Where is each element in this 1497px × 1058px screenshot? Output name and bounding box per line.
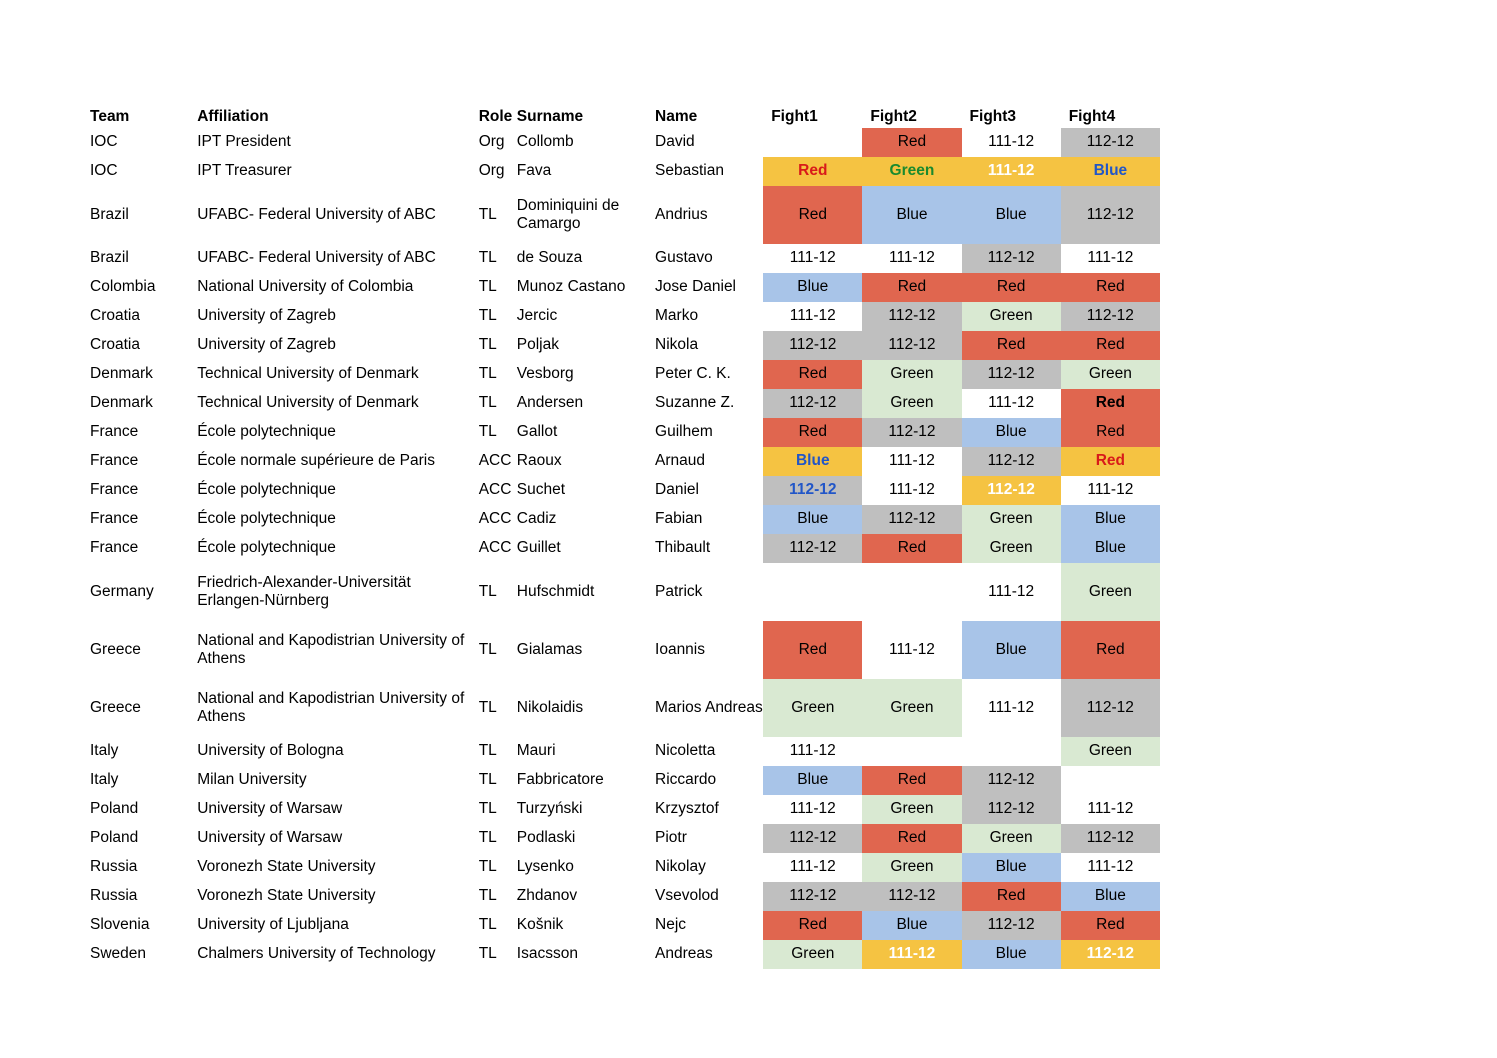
cell-fight3: 112-12 <box>962 360 1061 389</box>
table-row <box>90 882 1160 911</box>
cell-fight4: 112-12 <box>1061 940 1160 969</box>
cell-name: Vsevolod <box>655 887 719 905</box>
cell-surname: Lysenko <box>516 858 574 876</box>
roster-sheet <box>90 96 1165 969</box>
cell-fight2: Green <box>862 360 961 389</box>
cell-team: Brazil <box>90 249 129 267</box>
cell-affiliation: University of Zagreb <box>197 336 336 354</box>
cell-fight3: 112-12 <box>962 244 1061 273</box>
table-row <box>90 766 1160 795</box>
table-row <box>90 331 1160 360</box>
cell-fight4: Blue <box>1061 505 1160 534</box>
cell-surname: Gialamas <box>516 640 583 658</box>
cell-fight2: 111-12 <box>862 940 961 969</box>
cell-surname: Isacsson <box>516 945 578 963</box>
cell-fight3: 111-12 <box>988 394 1035 412</box>
cell-name: Marko <box>655 307 699 325</box>
cell-team: Germany <box>90 582 154 600</box>
cell-name: Riccardo <box>655 771 717 789</box>
cell-fight4: 111-12 <box>1087 249 1134 267</box>
column-header-name: Name <box>655 108 698 125</box>
cell-affiliation: University of Warsaw <box>197 829 343 847</box>
cell-surname: Zhdanov <box>516 887 578 905</box>
cell-fight2: Green <box>862 795 961 824</box>
table-row <box>90 505 1160 534</box>
cell-affiliation: Friedrich-Alexander-Universität Erlangen-Nürnberg <box>197 573 411 609</box>
table-row <box>90 273 1160 302</box>
cell-affiliation: Technical University of Denmark <box>197 394 419 412</box>
cell-surname: Cadiz <box>516 510 557 528</box>
cell-fight3: 112-12 <box>962 476 1061 505</box>
cell-name: Peter C. K. <box>655 365 731 383</box>
cell-fight1: Blue <box>763 505 862 534</box>
cell-team: IOC <box>90 133 118 151</box>
cell-role: TL <box>478 698 497 716</box>
cell-team: IOC <box>90 162 118 180</box>
cell-fight3: 112-12 <box>962 447 1061 476</box>
cell-fight4: 111-12 <box>1087 858 1134 876</box>
cell-name: Suzanne Z. <box>655 394 735 412</box>
cell-team: Brazil <box>90 205 129 223</box>
cell-fight3: 112-12 <box>962 911 1061 940</box>
cell-surname: Munoz Castano <box>516 278 626 296</box>
cell-fight3: Red <box>962 273 1061 302</box>
cell-affiliation: Voronezh State University <box>197 858 376 876</box>
column-header-affiliation: Affiliation <box>197 108 269 125</box>
cell-surname: Suchet <box>516 481 566 499</box>
cell-fight1: 111-12 <box>789 742 836 760</box>
cell-surname: Hufschmidt <box>516 582 595 600</box>
table-row <box>90 476 1160 505</box>
table-row <box>90 563 1160 621</box>
table-row <box>90 853 1160 882</box>
table-row <box>90 795 1160 824</box>
cell-role: ACC <box>478 481 512 499</box>
cell-fight4: 112-12 <box>1061 128 1160 157</box>
cell-fight2: Red <box>862 273 961 302</box>
cell-name: Jose Daniel <box>655 278 737 296</box>
cell-fight4: Red <box>1061 418 1160 447</box>
cell-fight1: Red <box>763 621 862 679</box>
cell-fight3: Red <box>962 882 1061 911</box>
column-header-fight1: Fight1 <box>771 108 818 125</box>
cell-fight3: Green <box>962 302 1061 331</box>
table-row <box>90 534 1160 563</box>
cell-team: Greece <box>90 698 141 716</box>
cell-affiliation: National and Kapodistrian University of Athens <box>197 689 465 725</box>
cell-surname: Guillet <box>516 539 561 557</box>
cell-role: TL <box>478 249 497 267</box>
cell-surname: Vesborg <box>516 365 574 383</box>
cell-role: Org <box>478 162 505 180</box>
column-header-surname: Surname <box>516 108 584 125</box>
fights-roster-table <box>90 96 1160 969</box>
cell-team: Denmark <box>90 365 153 383</box>
cell-fight2: Red <box>862 534 961 563</box>
cell-fight4: 112-12 <box>1061 824 1160 853</box>
cell-team: France <box>90 423 139 441</box>
cell-fight2: 112-12 <box>862 331 961 360</box>
cell-fight2: Green <box>862 853 961 882</box>
cell-team: Russia <box>90 858 138 876</box>
cell-fight1: 112-12 <box>763 331 862 360</box>
cell-surname: Mauri <box>516 742 556 760</box>
cell-fight1: Blue <box>763 766 862 795</box>
cell-affiliation: University of Bologna <box>197 742 344 760</box>
cell-role: TL <box>478 205 497 223</box>
cell-fight2: Red <box>862 766 961 795</box>
cell-team: Croatia <box>90 336 140 354</box>
table-row <box>90 244 1160 273</box>
cell-fight1: 111-12 <box>789 249 836 267</box>
cell-fight1: Blue <box>763 273 862 302</box>
cell-role: TL <box>478 394 497 412</box>
cell-fight2: 112-12 <box>862 882 961 911</box>
cell-fight4: Red <box>1061 389 1160 418</box>
cell-surname: Dominiquini de Camargo <box>516 196 620 232</box>
cell-role: TL <box>478 336 497 354</box>
cell-fight1: Red <box>763 911 862 940</box>
cell-name: Patrick <box>655 582 703 600</box>
cell-fight2: 111-12 <box>888 640 935 658</box>
column-header-team: Team <box>90 108 130 125</box>
table-row <box>90 157 1160 186</box>
cell-team: France <box>90 481 139 499</box>
table-row <box>90 621 1160 679</box>
cell-team: Slovenia <box>90 916 150 934</box>
cell-name: Nicoletta <box>655 742 716 760</box>
cell-surname: Fabbricatore <box>516 771 604 789</box>
table-row <box>90 360 1160 389</box>
cell-fight4: 111-12 <box>1087 481 1134 499</box>
cell-affiliation: University of Zagreb <box>197 307 336 325</box>
cell-team: Croatia <box>90 307 140 325</box>
cell-fight3: Blue <box>962 940 1061 969</box>
cell-role: TL <box>478 945 497 963</box>
cell-fight4: Red <box>1061 911 1160 940</box>
cell-affiliation: IPT Treasurer <box>197 162 292 180</box>
cell-role: TL <box>478 365 497 383</box>
table-row <box>90 737 1160 766</box>
cell-name: Sebastian <box>655 162 724 180</box>
cell-name: Daniel <box>655 481 699 499</box>
cell-name: Marios Andreas <box>655 698 763 716</box>
cell-name: Andrius <box>655 205 708 223</box>
column-header-role: Role <box>478 108 513 125</box>
cell-role: TL <box>478 278 497 296</box>
cell-role: ACC <box>478 452 512 470</box>
cell-fight4: Red <box>1061 621 1160 679</box>
cell-surname: Nikolaidis <box>516 698 584 716</box>
cell-fight2: 111-12 <box>888 481 935 499</box>
cell-affiliation: Technical University of Denmark <box>197 365 419 383</box>
cell-fight2: 112-12 <box>862 418 961 447</box>
cell-fight1: Red <box>763 157 862 186</box>
cell-fight2 <box>862 737 961 766</box>
cell-fight3: Red <box>962 331 1061 360</box>
cell-fight4: Red <box>1061 331 1160 360</box>
cell-affiliation: École normale supérieure de Paris <box>197 452 435 470</box>
table-row <box>90 447 1160 476</box>
cell-affiliation: École polytechnique <box>197 510 336 528</box>
cell-fight3: Blue <box>962 418 1061 447</box>
cell-surname: Andersen <box>516 394 584 412</box>
cell-fight1: 112-12 <box>763 824 862 853</box>
table-row <box>90 911 1160 940</box>
cell-role: TL <box>478 582 497 600</box>
cell-affiliation: National University of Colombia <box>197 278 414 296</box>
table-row <box>90 302 1160 331</box>
cell-team: Poland <box>90 829 139 847</box>
cell-affiliation: UFABC- Federal University of ABC <box>197 249 436 267</box>
cell-fight1 <box>763 128 862 157</box>
table-row <box>90 389 1160 418</box>
cell-surname: de Souza <box>516 249 583 267</box>
cell-fight2: Green <box>862 389 961 418</box>
cell-fight3: Green <box>962 824 1061 853</box>
cell-surname: Gallot <box>516 423 558 441</box>
cell-fight1: 111-12 <box>789 800 836 818</box>
cell-fight1: Blue <box>763 447 862 476</box>
cell-fight3: Blue <box>962 621 1061 679</box>
cell-fight4: 112-12 <box>1061 186 1160 244</box>
cell-fight4: Red <box>1061 447 1160 476</box>
cell-team: Greece <box>90 640 141 658</box>
table-row <box>90 418 1160 447</box>
cell-surname: Poljak <box>516 336 559 354</box>
table-header-row <box>90 96 1160 128</box>
cell-name: Gustavo <box>655 249 713 267</box>
cell-fight1: Green <box>763 679 862 737</box>
cell-name: Guilhem <box>655 423 713 441</box>
cell-role: TL <box>478 307 497 325</box>
cell-fight3: Blue <box>962 853 1061 882</box>
column-header-fight4: Fight4 <box>1068 108 1116 125</box>
cell-fight1: Red <box>763 360 862 389</box>
cell-surname: Raoux <box>516 452 562 470</box>
cell-role: ACC <box>478 539 512 557</box>
cell-affiliation: Voronezh State University <box>197 887 376 905</box>
cell-role: TL <box>478 423 497 441</box>
cell-team: Denmark <box>90 394 153 412</box>
cell-team: Italy <box>90 742 119 760</box>
cell-team: France <box>90 539 139 557</box>
cell-surname: Podlaski <box>516 829 576 847</box>
cell-name: Thibault <box>655 539 711 557</box>
cell-fight2: 112-12 <box>862 505 961 534</box>
cell-fight4: 112-12 <box>1061 679 1160 737</box>
cell-fight4: Green <box>1061 737 1160 766</box>
cell-affiliation: Milan University <box>197 771 307 789</box>
cell-role: Org <box>478 133 505 151</box>
cell-affiliation: University of Warsaw <box>197 800 343 818</box>
cell-name: David <box>655 133 695 151</box>
cell-fight4: Blue <box>1061 534 1160 563</box>
cell-name: Nikolay <box>655 858 706 876</box>
cell-fight4: Green <box>1061 360 1160 389</box>
cell-team: Colombia <box>90 278 156 296</box>
cell-role: TL <box>478 771 497 789</box>
cell-role: TL <box>478 800 497 818</box>
cell-team: Italy <box>90 771 119 789</box>
cell-fight4: 111-12 <box>1087 800 1134 818</box>
cell-fight1: Green <box>763 940 862 969</box>
cell-fight4: Green <box>1061 563 1160 621</box>
cell-fight4 <box>1061 766 1160 795</box>
cell-fight2: Green <box>862 157 961 186</box>
cell-surname: Collomb <box>516 133 574 151</box>
cell-affiliation: UFABC- Federal University of ABC <box>197 205 436 223</box>
cell-surname: Turzyński <box>516 800 583 818</box>
cell-fight2: Green <box>862 679 961 737</box>
cell-name: Fabian <box>655 510 703 528</box>
cell-fight1: 111-12 <box>789 307 836 325</box>
cell-team: France <box>90 510 139 528</box>
cell-fight1 <box>763 563 862 621</box>
cell-fight2: Red <box>862 128 961 157</box>
cell-fight4: Blue <box>1061 157 1160 186</box>
cell-affiliation: École polytechnique <box>197 481 336 499</box>
cell-fight1: 112-12 <box>763 534 862 563</box>
cell-affiliation: University of Ljubljana <box>197 916 349 934</box>
cell-team: France <box>90 452 139 470</box>
cell-affiliation: École polytechnique <box>197 423 336 441</box>
cell-affiliation: École polytechnique <box>197 539 336 557</box>
cell-name: Arnaud <box>655 452 705 470</box>
cell-fight3: Blue <box>962 186 1061 244</box>
cell-name: Andreas <box>655 945 713 963</box>
cell-fight1: 112-12 <box>763 882 862 911</box>
cell-name: Nikola <box>655 336 699 354</box>
cell-fight1: 112-12 <box>763 389 862 418</box>
column-header-fight3: Fight3 <box>969 108 1017 125</box>
cell-fight4: Blue <box>1061 882 1160 911</box>
cell-fight4: Red <box>1061 273 1160 302</box>
cell-fight2: Blue <box>862 186 961 244</box>
table-row <box>90 679 1160 737</box>
cell-fight3: 111-12 <box>988 582 1035 600</box>
cell-name: Piotr <box>655 829 687 847</box>
cell-role: TL <box>478 829 497 847</box>
cell-surname: Košnik <box>516 916 564 934</box>
cell-team: Russia <box>90 887 138 905</box>
cell-role: TL <box>478 916 497 934</box>
cell-fight2: Red <box>862 824 961 853</box>
cell-name: Krzysztof <box>655 800 719 818</box>
cell-name: Ioannis <box>655 640 705 658</box>
cell-role: TL <box>478 887 497 905</box>
cell-fight2: 112-12 <box>862 302 961 331</box>
cell-role: ACC <box>478 510 512 528</box>
cell-fight3: 111-12 <box>988 698 1035 716</box>
cell-fight3: Green <box>962 505 1061 534</box>
cell-fight1: Red <box>763 418 862 447</box>
cell-affiliation: IPT President <box>197 133 291 151</box>
cell-fight3: Green <box>962 534 1061 563</box>
table-row <box>90 824 1160 853</box>
cell-fight4: 112-12 <box>1061 302 1160 331</box>
cell-fight3: 112-12 <box>962 795 1061 824</box>
cell-surname: Fava <box>516 162 552 180</box>
table-row <box>90 186 1160 244</box>
cell-fight2: 111-12 <box>888 249 935 267</box>
cell-name: Nejc <box>655 916 687 934</box>
cell-fight3 <box>962 737 1061 766</box>
cell-surname: Jercic <box>516 307 558 325</box>
cell-team: Poland <box>90 800 139 818</box>
cell-fight3: 111-12 <box>988 133 1035 151</box>
cell-fight3: 111-12 <box>962 157 1061 186</box>
cell-fight1: 112-12 <box>763 476 862 505</box>
cell-fight3: 112-12 <box>962 766 1061 795</box>
column-header-fight2: Fight2 <box>870 108 917 125</box>
cell-fight2 <box>862 563 961 621</box>
cell-fight2: 111-12 <box>888 452 935 470</box>
cell-affiliation: Chalmers University of Technology <box>197 945 436 963</box>
cell-role: TL <box>478 858 497 876</box>
cell-role: TL <box>478 640 497 658</box>
cell-team: Sweden <box>90 945 147 963</box>
table-row <box>90 940 1160 969</box>
cell-fight2: Blue <box>862 911 961 940</box>
cell-role: TL <box>478 742 497 760</box>
cell-fight1: 111-12 <box>789 858 836 876</box>
table-row <box>90 128 1160 157</box>
cell-fight1: Red <box>763 186 862 244</box>
cell-affiliation: National and Kapodistrian University of Athens <box>197 631 465 667</box>
